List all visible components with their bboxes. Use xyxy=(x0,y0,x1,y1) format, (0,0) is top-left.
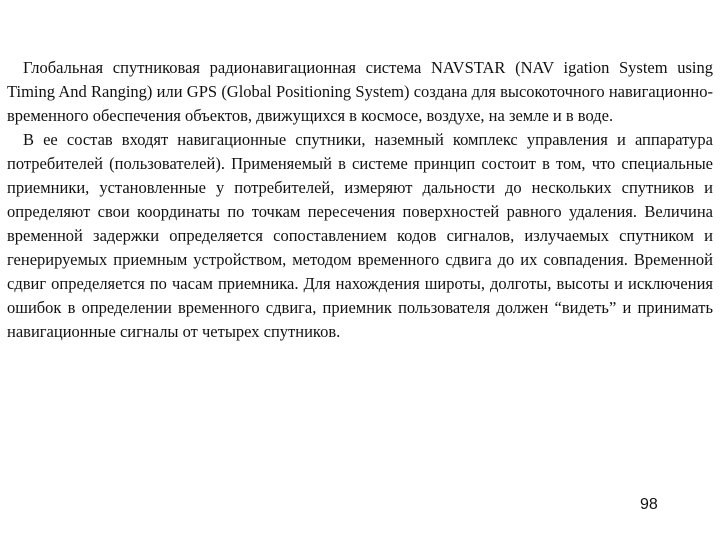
page-number: 98 xyxy=(640,496,658,513)
paragraph-navstar-intro: Глобальная спутниковая радионавигационная система NAVSTAR (NAV igation System using Timing And Ranging) или GPS (Global Positioning System) создана для высокоточного навигационно-временного обеспечения объектов, движущихся в космосе, воздухе, на земле и в воде. xyxy=(7,58,713,125)
paragraph-system-composition: В ее состав входят навигационные спутники, наземный комплекс управления и аппаратура потребителей (пользователей). Применяемый в системе принцип состоит в том, что специальные приемники, установленные у потребителей, измеряют дальности до нескольких спутников и определяют свои координаты по точкам пересечения поверхностей равного удаления. Величина временной задержки определяется сопоставлением кодов сигналов, излучаемых спутником и генерируемых приемным устройством, методом временного сдвига до их совпадения. Временной сдвиг определяется по часам приемника. Для нахождения широты, долготы, высоты и исключения ошибок в определении временного сдвига, приемник пользователя должен “видеть” и принимать навигационные сигналы от четырех спутников. xyxy=(7,130,713,341)
body-text xyxy=(7,56,713,344)
